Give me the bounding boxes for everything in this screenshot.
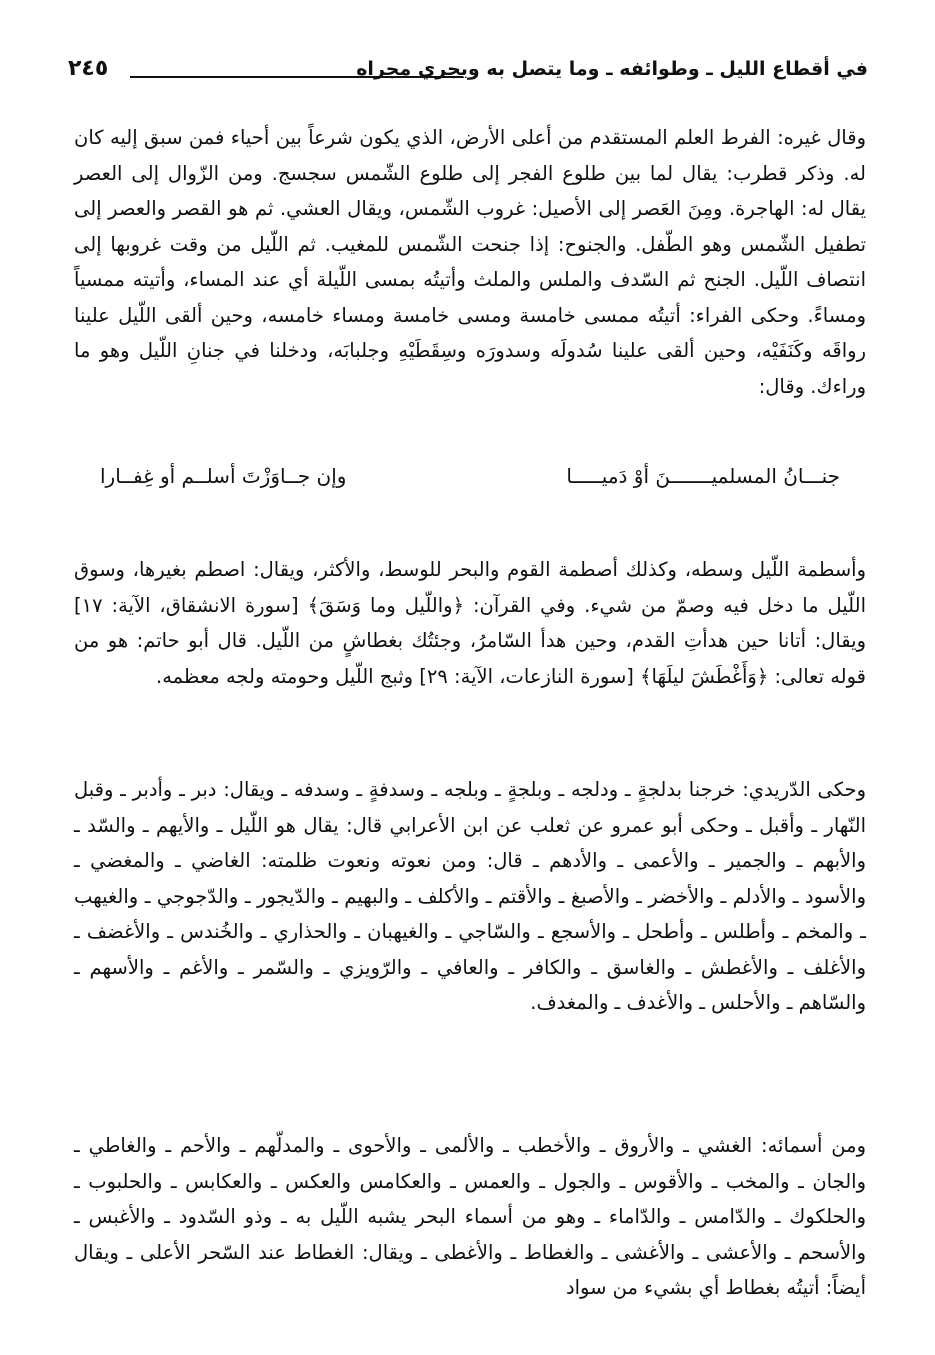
paragraph-text: وقال غيره: الفرط العلم المستقدم من أعلى الأرض، الذي يكون شرعاً بين أحياء فمن سبق إليه كان له. وذكر قطرب: يقال لما بين طلوع الفجر إلى طلوع الشّمس سجسج. ومن الزّوال إلى العصر يقال له: الهاجرة. ومِنَ العَصر إلى الأصيل: غروب الشّمس، ويقال العشي. ثم هو القصر والعصر إلى تطفيل الشّمس وهو الطّفل. والجنوح: إذا جنحت الشّمس للمغيب. ثم اللّيل من وقت غروبها إلى انتصاف اللّيل. الجنح ثم السّدف والملس والملث وأتيتُه بمسى اللّيلة أي عند المساء، وأتيته ممسياً ومساءً. وحكى الفراء: أتيتُه ممسى خامسة ومسى خامسة ومساء خامسه، وحين ألقى اللّيل علينا رواقَه وكَنَفَيْه، وحين ألقى علينا سُدولَه وسدورَه وسِقَطَيْهِ وجلبابَه، ودخلنا في جنانِ اللّيل وهو ما وراءك. وقال: [74, 126, 866, 398]
paragraph-text: وحكى الدّريدي: خرجنا بدلجةٍ ـ ودلجه ـ وبلجةٍ ـ وبلجه ـ وسدفةٍ ـ وسدفه ـ ويقال: دبر ـ وأدبر ـ وقبل النّهار ـ وأقبل ـ وحكى أبو عمرو عن ثعلب عن ابن الأعرابي قال: يقال هو اللّيل ـ والأيهم ـ والسّد ـ والأبهم ـ والجمير ـ والأعمى ـ والأدهم ـ قال: ومن نعوته ونعوت ظلمته: الغاضي ـ والمغضي ـ والأسود ـ والأدلم ـ والأخضر ـ والأصبغ ـ والأقتم ـ والأكلف ـ والبهيم ـ والدّيجور ـ والدّجوجي ـ والغيهب ـ والمخم ـ وأطلس ـ وأطحل ـ والأسجع ـ والسّاجي ـ والغيهبان ـ والحذاري ـ والخُندس ـ والأغضف ـ والأغلف ـ والأغطش ـ والغاسق ـ والكافر ـ والعافي ـ والرّويزي ـ والسّمر ـ والأغم ـ والأسهم ـ والسّاهم ـ والأحلس ـ والأغدف ـ والمغدف. [74, 778, 866, 1014]
paragraph-text: ومن أسمائه: الغشي ـ والأروق ـ والأخطب ـ والألمى ـ والأحوى ـ والمدلّهم ـ والأحم ـ والغاطي ـ والجان ـ والمخب ـ والأقوس ـ والجول ـ والعمس ـ والعكامس والعكس ـ والعكابس ـ والحلبوب ـ والحلكوك ـ والدّامس ـ والدّاماء ـ وهو من أسماء البحر يشبه اللّيل به ـ وذو السّدود ـ والأغبس ـ والأسحم ـ والأعشى ـ والأغشى ـ والغطاط ـ والأغطى ـ ويقال: الغطاط عند السّحر الأعلى ـ ويقال أيضاً: أتيتُه بغطاط أي بشيء من سواد [74, 1134, 866, 1299]
paragraph-4 [74, 1128, 866, 1306]
poetry-verse [100, 464, 840, 504]
paragraph-text: وأسطمة اللّيل وسطه، وكذلك أصطمة القوم والبحر للوسط، والأكثر، ويقال: اصطم بغيرها، وسوق اللّيل ما دخل فيه وصمّ من شيء. وفي القرآن: ﴿واللّيل وما وَسَقَ﴾ [سورة الانشقاق، الآية: ١٧] ويقال: أتانا حين هدأتِ القدم، وحين هدأ السّامرُ، وجئتُك بغطاشٍ من اللّيل. قال أبو حاتم: هو من قوله تعالى: ﴿وَأَغْطَشَ ليلَهَا﴾ [سورة النازعات، الآية: ٢٩] وثبج اللّيل وحومته ولجه معظمه. [74, 558, 866, 688]
paragraph-2 [74, 552, 866, 694]
paragraph-1 [74, 120, 866, 404]
running-header-title: في أقطاع الليل ـ وطوائفه ـ وما يتصل به ويجري مجراه [356, 58, 868, 80]
verse-first-hemistich: جنـــانُ المسلميـــــــنَ أوْ دَميـــــا [566, 464, 840, 488]
verse-second-hemistich: وإن جــاوَزْتَ أسلــم أو غِفــارا [100, 464, 347, 488]
paragraph-3 [74, 772, 866, 1021]
header-rule [130, 76, 463, 78]
page-number: ٢٤٥ [68, 56, 109, 81]
running-header [68, 54, 868, 94]
